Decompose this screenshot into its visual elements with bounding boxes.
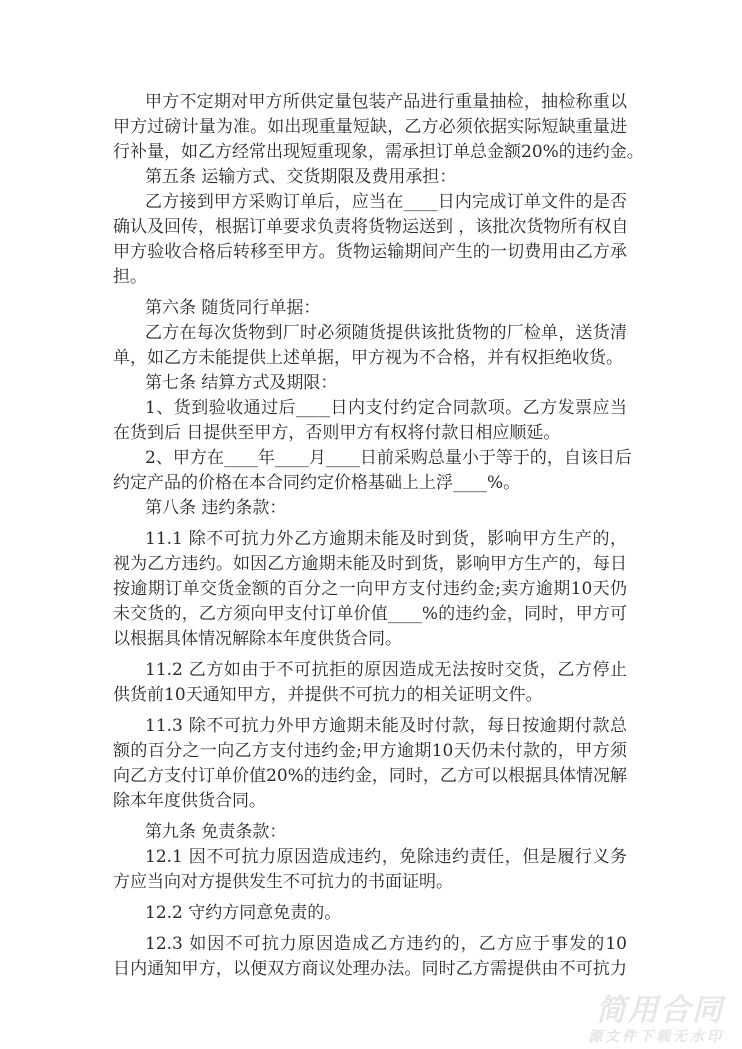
- text-line: 甲方不定期对甲方所供定量包装产品进行重量抽检，抽检称重以: [145, 92, 627, 112]
- text-line: 12.2 守约方同意免责的。: [145, 903, 342, 923]
- text-line: 11.1 除不可抗力外乙方逾期未能及时到货，影响甲方生产的，: [145, 529, 627, 549]
- text-line: 额的百分之一向乙方支付违约金;甲方逾期10天仍未付款的，甲方须: [113, 741, 627, 761]
- text-line: 担。: [113, 267, 147, 287]
- watermark-logo: 简用合同: [596, 993, 724, 1028]
- text-line: 单，如乙方未能提供上述单据，甲方视为不合格，并有权拒绝收货。: [113, 348, 623, 368]
- text-line: 除本年度供货合同。: [113, 791, 266, 811]
- text-line: 12.1 因不可抗力原因造成违约，免除违约责任，但是履行义务: [145, 847, 627, 867]
- text-line: 1、货到验收通过后____日内支付约定合同款项。乙方发票应当: [145, 398, 627, 418]
- text-line: 方应当向对方提供发生不可抗力的书面证明。: [113, 872, 453, 892]
- text-line: 11.2 乙方如由于不可抗拒的原因造成无法按时交货，乙方停止: [145, 660, 627, 680]
- contract-page-body: [113, 90, 644, 982]
- text-line: 按逾期订单交货金额的百分之一向甲方支付违约金;卖方逾期10天仍: [113, 579, 627, 599]
- text-line: 第六条 随货同行单据：: [145, 298, 321, 318]
- text-line: 供货前10天通知甲方，并提供不可抗力的相关证明文件。: [113, 685, 543, 705]
- text-line: 甲方过磅计量为准。如出现重量短缺，乙方必须依据实际短缺重量进: [113, 117, 627, 137]
- text-line: 乙方接到甲方采购订单后，应当在____日内完成订单文件的是否: [145, 192, 627, 212]
- text-line: 未交货的，乙方须向甲支付订单价值____%的违约金，同时，甲方可: [113, 604, 627, 624]
- text-line: 视为乙方违约。如因乙方逾期未能及时到货，影响甲方生产的，每日: [113, 554, 627, 574]
- text-line: 11.3 除不可抗力外甲方逾期未能及时付款，每日按逾期付款总: [145, 716, 627, 736]
- text-line: 以根据具体情况解除本年度供货合同。: [113, 629, 402, 649]
- watermark-tagline: 源文件下载无水印: [588, 1029, 724, 1045]
- text-line: 甲方验收合格后转移至甲方。货物运输期间产生的一切费用由乙方承: [113, 242, 627, 262]
- text-line: 日内通知甲方，以便双方商议处理办法。同时乙方需提供由不可抗力: [113, 959, 627, 979]
- text-line: 2、甲方在____年____月____日前采购总量小于等于的，自该日后: [145, 448, 632, 468]
- text-line: 行补量，如乙方经常出现短重现象，需承担订单总金额20%的违约金。: [113, 142, 644, 162]
- text-line: 第八条 违约条款：: [145, 498, 287, 518]
- text-line: 第七条 结算方式及期限：: [145, 373, 338, 393]
- text-line: 在货到后 日提供至甲方，否则甲方有权将付款日相应顺延。: [113, 423, 561, 443]
- text-line: 第五条 运输方式、交货期限及费用承担：: [145, 167, 457, 187]
- text-line: 12.3 如因不可抗力原因造成乙方违约的，乙方应于事发的10: [145, 934, 627, 954]
- text-line: 向乙方支付订单价值20%的违约金，同时，乙方可以根据具体情况解: [113, 766, 627, 786]
- text-line: 确认及回传，根据订单要求负责将货物运送到 ，该批次货物所有权自: [113, 217, 629, 237]
- text-line: 第九条 免责条款：: [145, 822, 287, 842]
- text-line: 约定产品的价格在本合同约定价格基础上上浮____%。: [113, 473, 521, 493]
- text-line: 乙方在每次货物到厂时必须随货提供该批货物的厂检单，送货清: [145, 323, 627, 343]
